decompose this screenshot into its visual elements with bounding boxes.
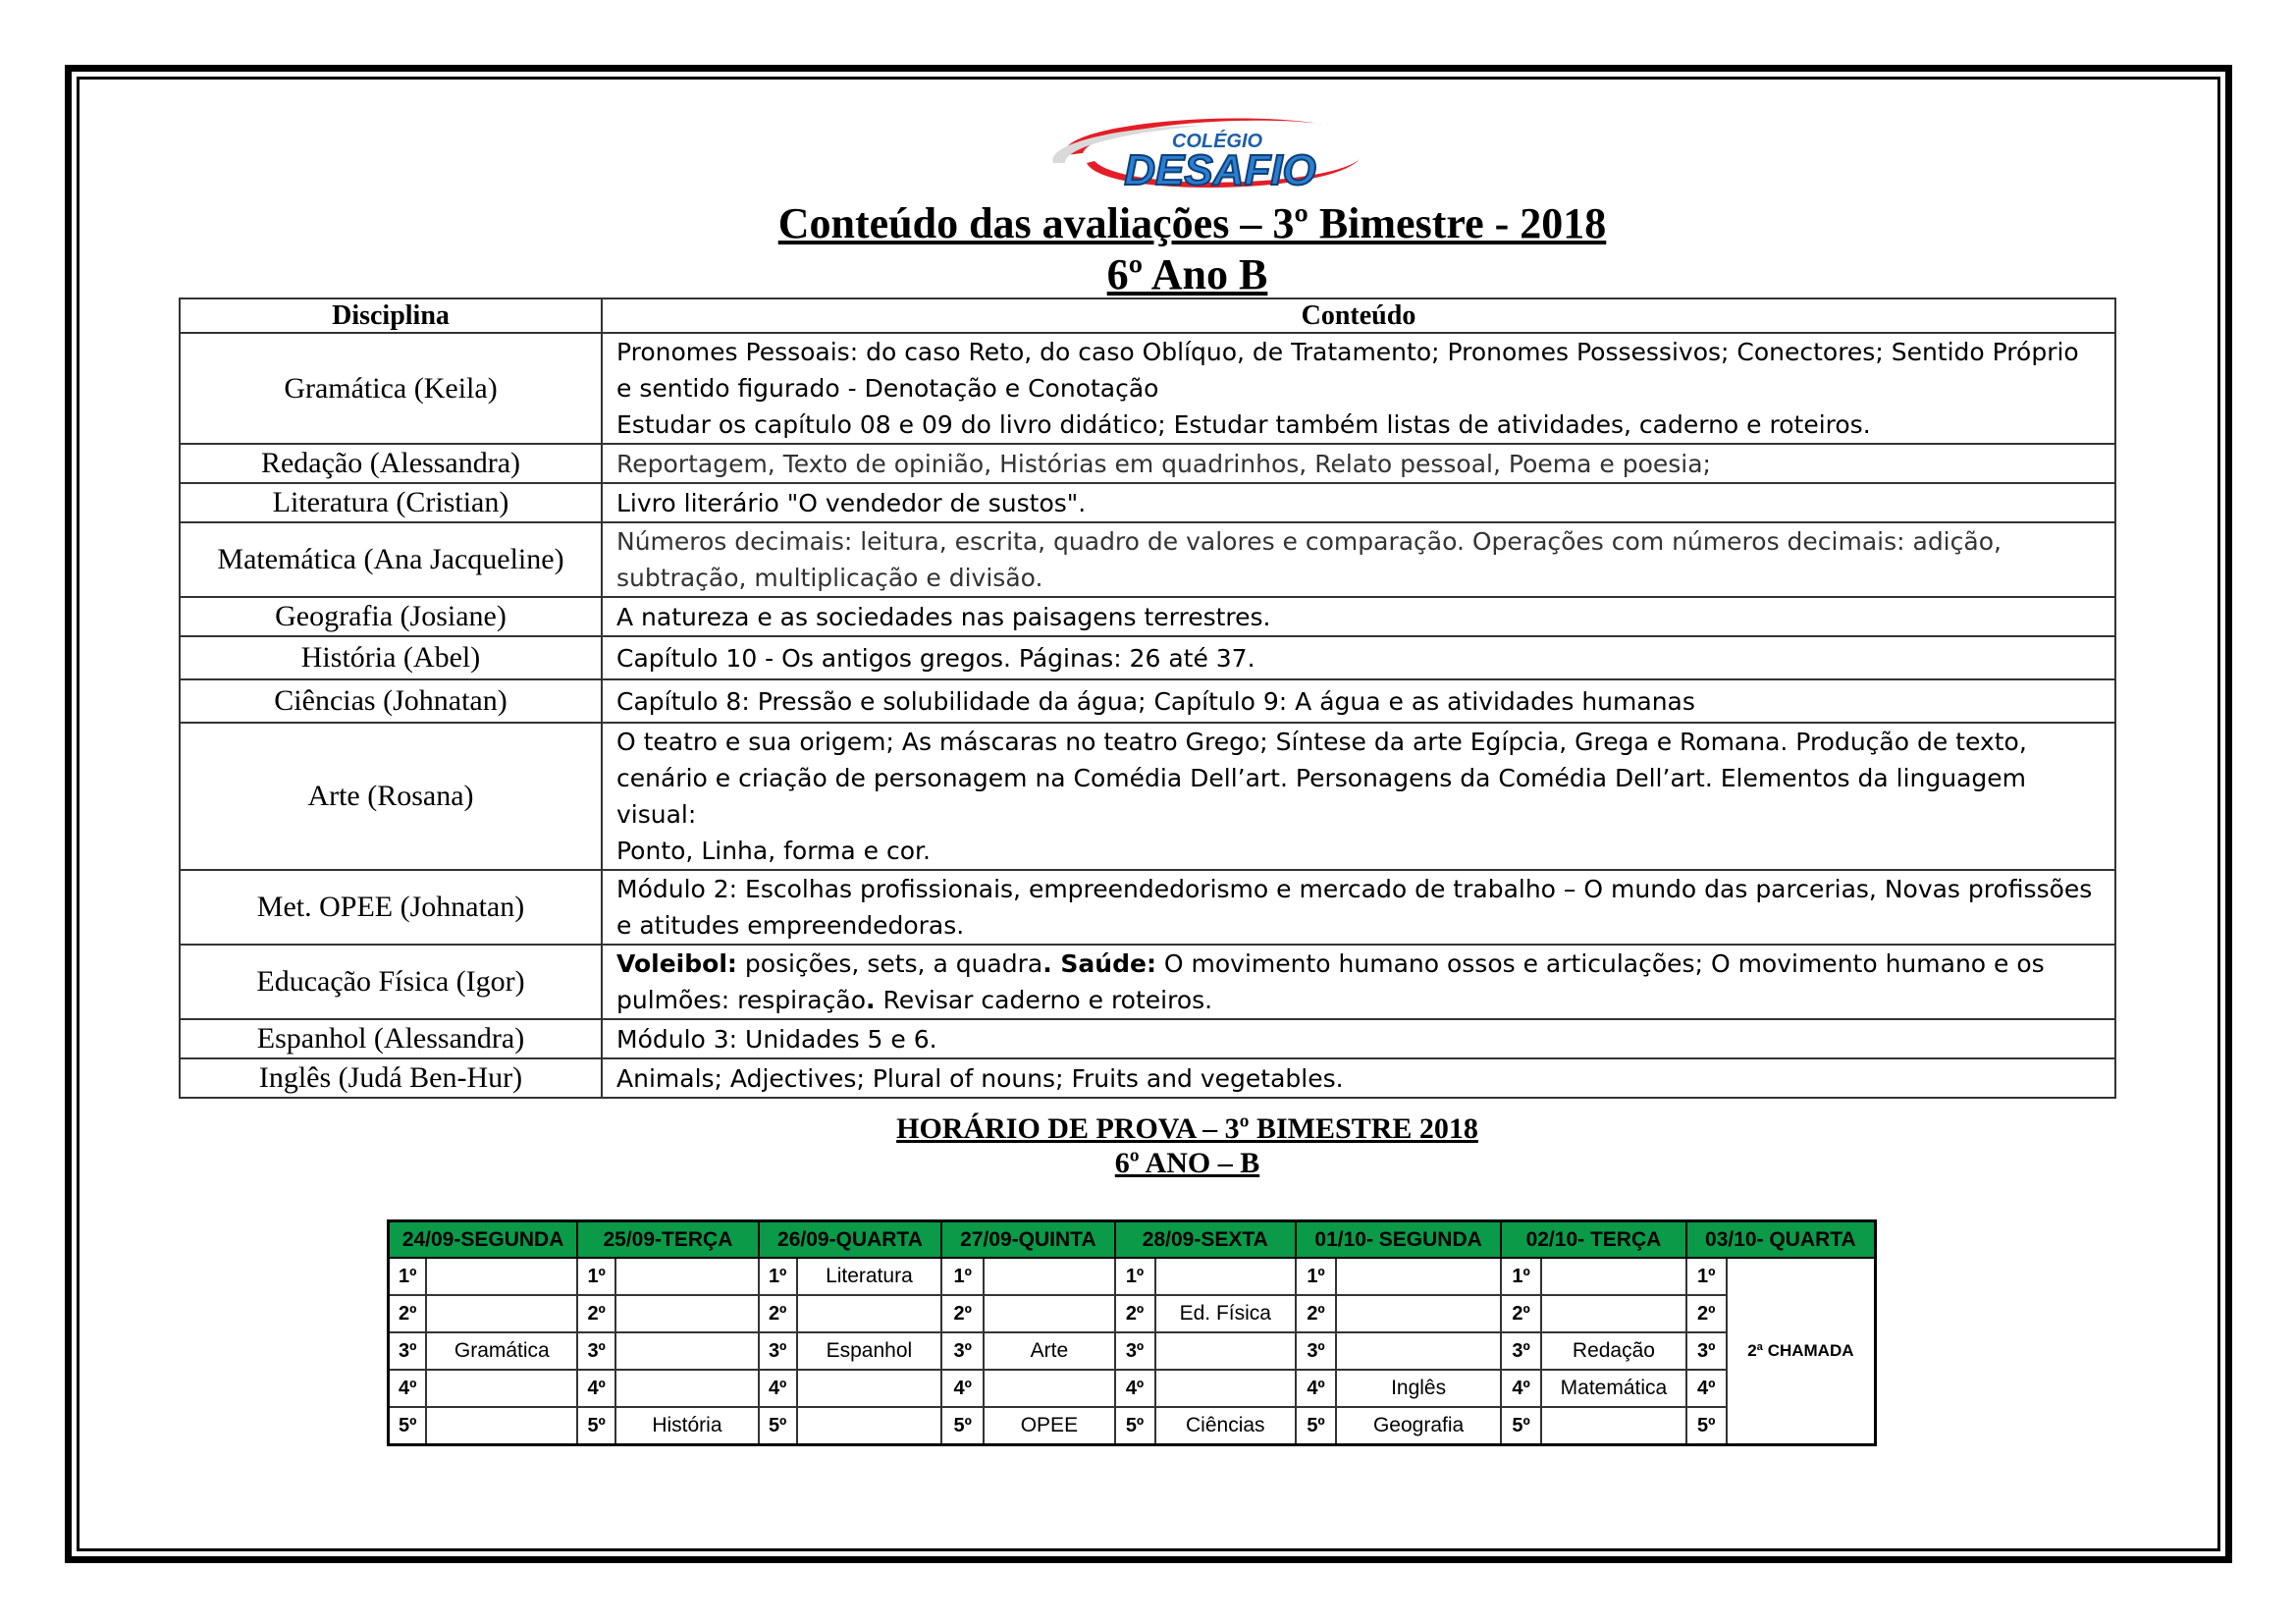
day-header: 27/09-QUINTA (941, 1221, 1114, 1259)
discipline-cell: Met. OPEE (Johnatan) (180, 870, 602, 945)
school-logo (1036, 104, 1369, 198)
subject-cell (1155, 1370, 1297, 1407)
subject-cell: Literatura (797, 1258, 942, 1295)
second-call-cell: 2ª CHAMADA (1727, 1258, 1876, 1445)
period-cell: 5º (1115, 1407, 1155, 1445)
period-cell: 4º (1115, 1370, 1155, 1407)
period-cell: 3º (577, 1332, 615, 1370)
period-cell: 1º (759, 1258, 797, 1295)
table-row (180, 636, 2115, 679)
discipline-cell: Gramática (Keila) (180, 333, 602, 444)
content-cell: Capítulo 8: Pressão e solubilidade da água; Capítulo 9: A água e as atividades humanas (602, 679, 2115, 723)
discipline-cell: Arte (Rosana) (180, 723, 602, 870)
subject-cell (426, 1295, 577, 1332)
table-row (180, 870, 2115, 945)
discipline-cell: Redação (Alessandra) (180, 444, 602, 483)
schedule-row (389, 1407, 1876, 1445)
period-cell: 1º (1686, 1258, 1727, 1295)
table-row (180, 483, 2115, 522)
subject-cell (615, 1370, 759, 1407)
period-cell: 1º (577, 1258, 615, 1295)
discipline-cell: Literatura (Cristian) (180, 483, 602, 522)
subject-cell (1541, 1407, 1686, 1445)
content-cell: A natureza e as sociedades nas paisagens terrestres. (602, 597, 2115, 636)
content-cell: Números decimais: leitura, escrita, quadro de valores e comparação. Operações com números decimais: adição, subtração, multiplicação e divisão. (602, 522, 2115, 597)
page-title: Conteúdo das avaliações – 3º Bimestre - 2018 (777, 199, 1607, 247)
period-cell: 3º (941, 1332, 984, 1370)
discipline-cell: História (Abel) (180, 636, 602, 679)
subject-cell (984, 1295, 1114, 1332)
subject-cell (797, 1295, 942, 1332)
header-content: Conteúdo (602, 298, 2115, 333)
period-cell: 4º (941, 1370, 984, 1407)
discipline-cell: Inglês (Judá Ben-Hur) (180, 1058, 602, 1098)
day-header: 03/10- QUARTA (1686, 1221, 1876, 1259)
period-cell: 5º (759, 1407, 797, 1445)
subject-cell (1155, 1332, 1297, 1370)
period-cell: 5º (1501, 1407, 1541, 1445)
period-cell: 3º (389, 1332, 427, 1370)
period-cell: 4º (759, 1370, 797, 1407)
subject-cell: Arte (984, 1332, 1114, 1370)
subject-cell: Ed. Física (1155, 1295, 1297, 1332)
discipline-cell: Geografia (Josiane) (180, 597, 602, 636)
content-cell: Pronomes Pessoais: do caso Reto, do caso Oblíquo, de Tratamento; Pronomes Possessivos; Conectores; Sentido Próprio e sentido figurado - Denotação e Conotação Estudar os capítulo 08 e 09 do livro didático; Estudar também listas de atividades, caderno e roteiros. (602, 333, 2115, 444)
subject-cell: História (615, 1407, 759, 1445)
svg-text:COLÉGIO: COLÉGIO (1171, 131, 1263, 152)
subject-cell: Inglês (1336, 1370, 1501, 1407)
content-cell: Reportagem, Texto de opinião, Histórias em quadrinhos, Relato pessoal, Poema e poesia; (602, 444, 2115, 483)
svg-text:DESAFIO: DESAFIO (1124, 146, 1316, 194)
period-cell: 1º (1296, 1258, 1336, 1295)
subject-cell (615, 1295, 759, 1332)
day-header: 26/09-QUARTA (759, 1221, 942, 1259)
period-cell: 2º (389, 1295, 427, 1332)
subject-cell (615, 1258, 759, 1295)
day-header: 02/10- TERÇA (1501, 1221, 1686, 1259)
period-cell: 2º (1686, 1295, 1727, 1332)
subject-cell: Ciências (1155, 1407, 1297, 1445)
subject-cell (1541, 1295, 1686, 1332)
table-row (180, 444, 2115, 483)
discipline-cell: Matemática (Ana Jacqueline) (180, 522, 602, 597)
period-cell: 1º (389, 1258, 427, 1295)
period-cell: 3º (1686, 1332, 1727, 1370)
subject-cell: Geografia (1336, 1407, 1501, 1445)
schedule-row (389, 1295, 1876, 1332)
subject-cell (1541, 1258, 1686, 1295)
header-discipline: Disciplina (180, 298, 602, 333)
subject-cell (984, 1370, 1114, 1407)
period-cell: 3º (1115, 1332, 1155, 1370)
schedule-row (389, 1332, 1876, 1370)
period-cell: 5º (1296, 1407, 1336, 1445)
table-row (180, 945, 2115, 1019)
subject-cell (984, 1258, 1114, 1295)
subject-cell (1336, 1332, 1501, 1370)
table-row (180, 333, 2115, 444)
schedule-row (389, 1258, 1876, 1295)
period-cell: 3º (1296, 1332, 1336, 1370)
discipline-cell: Ciências (Johnatan) (180, 679, 602, 723)
period-cell: 2º (1115, 1295, 1155, 1332)
subject-cell: Gramática (426, 1332, 577, 1370)
period-cell: 4º (389, 1370, 427, 1407)
period-cell: 2º (577, 1295, 615, 1332)
period-cell: 2º (759, 1295, 797, 1332)
content-table-header (180, 298, 2115, 333)
schedule-subtitle: 6º ANO – B (1114, 1147, 1260, 1179)
period-cell: 4º (1501, 1370, 1541, 1407)
subject-cell: Redação (1541, 1332, 1686, 1370)
schedule-header-row (389, 1221, 1876, 1259)
period-cell: 3º (1501, 1332, 1541, 1370)
content-cell: Voleibol: posições, sets, a quadra. Saúde: O movimento humano ossos e articulações; O movimento humano e os pulmões: respiração. Revisar caderno e roteiros. (602, 945, 2115, 1019)
subject-cell: Matemática (1541, 1370, 1686, 1407)
period-cell: 1º (1501, 1258, 1541, 1295)
discipline-cell: Espanhol (Alessandra) (180, 1019, 602, 1058)
subject-cell (426, 1258, 577, 1295)
content-cell: Animals; Adjectives; Plural of nouns; Fruits and vegetables. (602, 1058, 2115, 1098)
day-header: 28/09-SEXTA (1115, 1221, 1297, 1259)
subject-cell (797, 1370, 942, 1407)
exam-schedule-table (387, 1219, 1877, 1446)
class-title: 6º Ano B (1106, 250, 1268, 298)
content-cell: Módulo 3: Unidades 5 e 6. (602, 1019, 2115, 1058)
period-cell: 1º (1115, 1258, 1155, 1295)
period-cell: 2º (941, 1295, 984, 1332)
content-cell: Livro literário "O vendedor de sustos". (602, 483, 2115, 522)
subject-cell: OPEE (984, 1407, 1114, 1445)
content-cell: Capítulo 10 - Os antigos gregos. Páginas: 26 até 37. (602, 636, 2115, 679)
period-cell: 5º (1686, 1407, 1727, 1445)
period-cell: 5º (577, 1407, 615, 1445)
day-header: 25/09-TERÇA (577, 1221, 759, 1259)
period-cell: 1º (941, 1258, 984, 1295)
period-cell: 5º (941, 1407, 984, 1445)
day-header: 24/09-SEGUNDA (389, 1221, 578, 1259)
table-row (180, 679, 2115, 723)
table-row (180, 597, 2115, 636)
subject-cell (1336, 1295, 1501, 1332)
table-row (180, 1058, 2115, 1098)
subject-cell (797, 1407, 942, 1445)
period-cell: 4º (577, 1370, 615, 1407)
subject-cell (426, 1370, 577, 1407)
period-cell: 4º (1296, 1370, 1336, 1407)
period-cell: 4º (1686, 1370, 1727, 1407)
discipline-cell: Educação Física (Igor) (180, 945, 602, 1019)
table-row (180, 723, 2115, 870)
subject-cell (426, 1407, 577, 1445)
period-cell: 5º (389, 1407, 427, 1445)
table-row (180, 1019, 2115, 1058)
day-header: 01/10- SEGUNDA (1296, 1221, 1501, 1259)
table-row (180, 522, 2115, 597)
content-cell: Módulo 2: Escolhas profissionais, empreendedorismo e mercado de trabalho – O mundo das parcerias, Novas profissões e atitudes empreendedoras. (602, 870, 2115, 945)
subject-cell: Espanhol (797, 1332, 942, 1370)
schedule-row (389, 1370, 1876, 1407)
subject-cell (615, 1332, 759, 1370)
schedule-title: HORÁRIO DE PROVA – 3º BIMESTRE 2018 (896, 1112, 1478, 1145)
period-cell: 2º (1501, 1295, 1541, 1332)
content-table (179, 298, 2116, 1099)
period-cell: 2º (1296, 1295, 1336, 1332)
subject-cell (1336, 1258, 1501, 1295)
subject-cell (1155, 1258, 1297, 1295)
period-cell: 3º (759, 1332, 797, 1370)
content-cell: O teatro e sua origem; As máscaras no teatro Grego; Síntese da arte Egípcia, Grega e Romana. Produção de texto, cenário e criação de personagem na Comédia Dell’art. Personagens da Comédia Dell’art. Elementos da linguagem visual: Ponto, Linha, forma e cor. (602, 723, 2115, 870)
